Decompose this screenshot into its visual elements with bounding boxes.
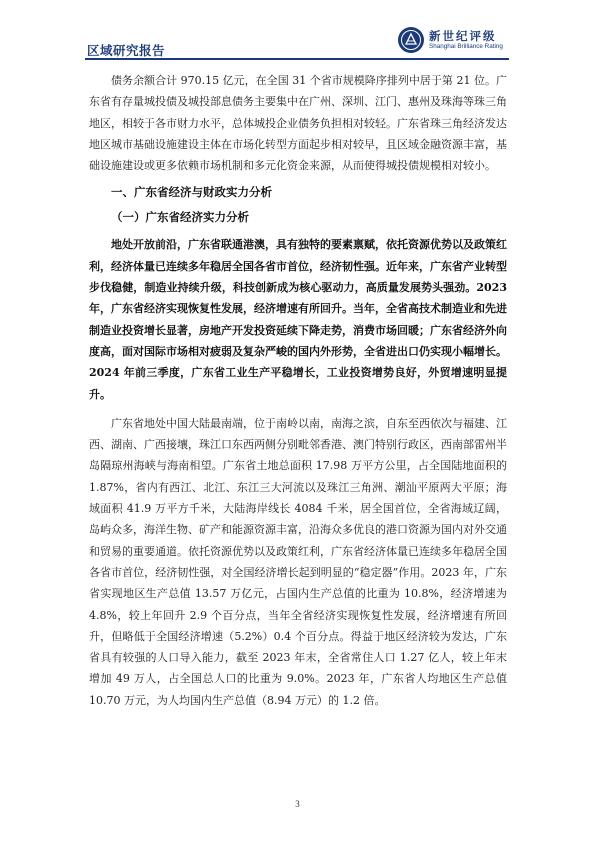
summary-paragraph: 地处开放前沿，广东省联通港澳，具有独特的要素禀赋，依托资源优势以及政策红利，经济体量已连续多年稳居全国各省市首位，经济韧性强。近年来，广东省产业转型步伐稳健，制造业持续升级，科技创新成为核心驱动力，高质量发展势头强劲。2023 年，广东省经济实现恢复性发展，经济增速有所回升。当年，全省高技术制造业和先进制造业投资增长显著，房地产开发投资延续下降走势，消费市场回暖；广东省经济外向度高，面对国际市场相对疲弱及复杂严峻的国内外形势，全省进出口仍实现小幅增长。2024 年前三季度，广东省工业生产平稳增长，工业投资增势良好，外贸增速明显提升。 (89, 238, 507, 401)
detail-paragraph: 广东省地处中国大陆最南端，位于南岭以南，南海之滨，自东至西依次与福建、江西、湖南、广西接壤，珠江口东西两侧分别毗邻香港、澳门特别行政区，西南部雷州半岛隔琼州海峡与海南相望。广东省土地总面积 17.98 万平方公里，占全国陆地面积的 1.87%，省内有西江、北江、东江三大河流以及珠江三角洲、潮汕平原两大平原；海域面积 41.9 万平方千米，大陆海岸线长 4084 千米，居全国首位，全省海域辽阔，岛屿众多，海洋生物、矿产和能源资源丰富，沿海众多优良的港口资源为国内对外交通和贸易的重要通道。依托资源优势以及政策红利，广东省经济体量已连续多年稳居全国各省市首位，经济韧性强，对全国经济增长起到明显的“稳定器”作用。2023 年，广东省实现地区生产总值 13.57 万亿元，占国内生产总值的比重为 10.8%，经济增速为 4.8%，较上年回升 2.9 个百分点，当年全省经济实现恢复性发展，经济增速有所回升，但略低于全国经济增速（5.2%）0.4 个百分点。得益于地区经济较为发达，广东省具有较强的人口导入能力，截至 2023 年末，全省常住人口 1.27 亿人，较上年末增加 49 万人，占全国总人口的比重为 9.0%。2023 年，广东省人均地区生产总值 10.70 万元，为人均国内生产总值（8.94 万元）的 1.2 倍。 (89, 416, 507, 707)
header-divider (85, 58, 509, 60)
section-heading: 一、广东省经济与财政实力分析 (111, 185, 272, 200)
logo-emblem-icon (398, 27, 424, 53)
company-logo (398, 27, 510, 55)
report-body (89, 70, 507, 711)
page-header (0, 0, 595, 62)
page-number: 3 (295, 799, 300, 809)
intro-paragraph: 债务余额合计 970.15 亿元，在全国 31 个省市规模降序排列中居于第 21 位。广东省有存量城投债及城投部息债务主要集中在广州、深圳、江门、惠州及珠海等珠三角地区，相较于各市财力水平，总体城投企业债务负担相对较轻。广东省珠三角经济发达地区城市基础设施建设主体在市场化转型方面起步相对较早，且区域金融资源丰富，基础设施建设或更多依赖市场机制和多元化资金来源，从而使得城投债规模相对较小。 (89, 74, 507, 173)
subsection-heading: （一）广东省经济实力分析 (111, 210, 249, 225)
logo-english-name: Shanghai Brilliance Rating (429, 43, 503, 50)
logo-chinese-name: 新世纪评级 (429, 29, 497, 43)
report-title: 区域研究报告 (87, 43, 166, 58)
